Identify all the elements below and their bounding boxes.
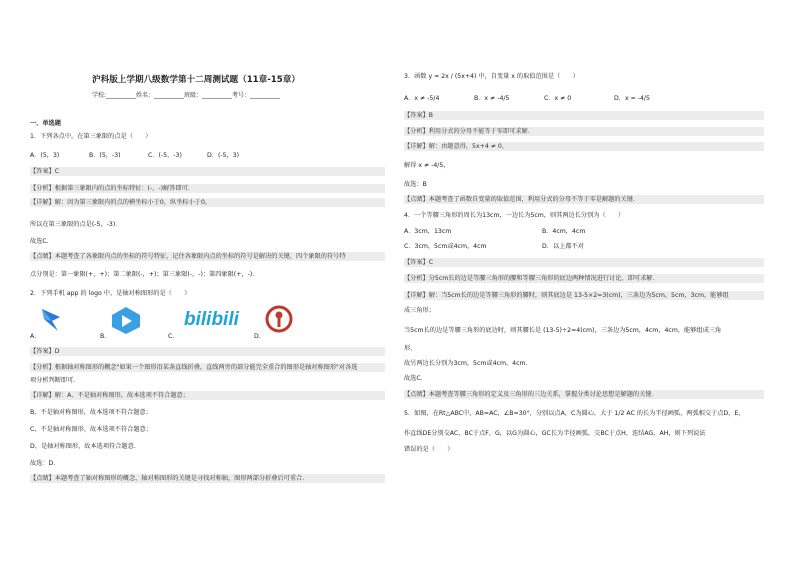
student-info-line: 学校:__________姓名：__________班级：__________考号：__________ bbox=[92, 92, 281, 99]
q4-stem: 4．一个等腰三角形的周长为13cm，一边长为5cm，则其两边长分别为（ ） bbox=[404, 212, 625, 219]
q1-comment-1: 【点睛】本题考查了各象限内点的坐标的符号特征，记住各象限内点的坐标的符号是解决的关键，四个象限的符号特 bbox=[30, 253, 346, 260]
q4-detail-5: 故另两边长分别为3cm，5cm或4cm，4cm． bbox=[404, 360, 532, 367]
q3-analysis: 【分析】利用分式的分母不能等于零即可求解． bbox=[404, 128, 534, 135]
bilibili-logo-icon: bilibili bbox=[184, 309, 239, 330]
q1-stem: 1．下列各点中，在第三象限的点是（ ） bbox=[30, 133, 152, 140]
q3-comment-bar bbox=[404, 195, 764, 204]
q3-choose: 故选：B bbox=[404, 181, 427, 188]
q4-analysis-bar bbox=[404, 274, 764, 283]
q2-detail-2: B、不是轴对称图形，故本选项不符合题意； bbox=[30, 409, 152, 416]
q2-choose: 故选：D． bbox=[30, 460, 60, 467]
q4-comment-bar bbox=[404, 390, 764, 399]
q2-option-c: C． bbox=[168, 333, 179, 340]
q2-analysis-2: 项分析判断即可． bbox=[30, 377, 80, 384]
q3-detail-bar bbox=[404, 142, 764, 151]
q5-line-1: 5．如图，在Rt△ABC中，AB=AC，∠B=30°，分别以点A，C为圆心，大于 1/2 AC 的长为半径画弧，两弧相交于点D，E， bbox=[404, 410, 745, 417]
q2-answer: 【答案】D bbox=[30, 348, 60, 355]
q2-detail-4: D、是轴对称图形，故本选项符合题意． bbox=[30, 443, 140, 450]
q1-answer-bar bbox=[30, 167, 385, 176]
feather-logo-icon bbox=[38, 305, 64, 335]
q4-comment: 【点睛】本题考查等腰三角形的定义及三角形的三边关系，掌握分类讨论思想是解题的关键． bbox=[404, 391, 658, 398]
q4-choose: 故选C． bbox=[404, 375, 427, 382]
q1-analysis-bar bbox=[30, 184, 385, 193]
q3-comment: 【点睛】本题考查了函数自变量的取值范围，利用分式的分母不等于零是解题的关键． bbox=[404, 196, 640, 203]
q2-comment: 【点睛】本题考查了轴对称图形的概念，轴对称图形的关键是寻找对称轴，图形两部分折叠后可重合． bbox=[30, 475, 309, 482]
q4-detail-bar bbox=[404, 291, 764, 300]
q3-option-c: C．x ≠ 0 bbox=[544, 95, 572, 102]
section-heading: 一、单选题 bbox=[30, 120, 61, 127]
q2-analysis-bar bbox=[30, 363, 385, 372]
q4-option-a: A．3cm，13cm bbox=[404, 228, 452, 235]
q1-detail-2: 所以在第三象限的点是(-5，-3)． bbox=[30, 221, 122, 228]
q3-option-b: B．x ≠ -4/5 bbox=[474, 95, 510, 102]
q1-analysis: 【分析】根据第三象限内的点的坐标特征：(-，-)解答即可． bbox=[30, 185, 194, 192]
q3-stem: 3．函数 y = 2x / (5x+4) 中，自变量 x 的取值范围是（ ） bbox=[404, 73, 579, 80]
q3-option-a: A．x ≠ -5/4 bbox=[404, 95, 440, 102]
q3-detail-1: 【详解】解：由题意得，5x+4 ≠ 0， bbox=[404, 143, 509, 150]
q2-comment-bar bbox=[30, 474, 385, 483]
q1-detail-1: 【详解】解：因为第三象限内的点的横坐标小于0，纵坐标小于0， bbox=[30, 199, 212, 206]
q4-detail-4: 形， bbox=[404, 345, 417, 352]
page-title: 沪科版上学期八级数学第十二周测试题（11章-15章） bbox=[92, 75, 300, 85]
q2-stem: 2．下列手机 app 的 logo 中，是轴对称图形的是（ ） bbox=[30, 290, 191, 297]
q2-detail-1: 【详解】解：A、不是轴对称图形，故本选项不符合题意； bbox=[30, 392, 189, 399]
q1-comment-bar bbox=[30, 252, 385, 261]
q3-option-d: D．x = -4/5 bbox=[614, 95, 650, 102]
q4-option-c: C．3cm，5cm或4cm，4cm bbox=[404, 243, 487, 250]
q1-choose: 故选C． bbox=[30, 238, 53, 245]
q2-answer-bar bbox=[30, 347, 385, 356]
q1-answer: 【答案】C bbox=[30, 168, 60, 175]
railway-logo-icon bbox=[264, 304, 294, 334]
q4-option-d: D．以上都不对 bbox=[542, 243, 584, 250]
q2-detail-3: C、不是轴对称图形，故本选项不符合题意； bbox=[30, 426, 152, 433]
q1-option-c: C．(-5，-3) bbox=[148, 152, 182, 159]
q1-option-a: A．(5，3) bbox=[30, 152, 60, 159]
q4-option-b: B．4cm，4cm bbox=[542, 228, 586, 235]
q4-answer-bar bbox=[404, 258, 764, 267]
q2-analysis-1: 【分析】根据轴对称图形的概念"如果一个图形沿某条直线折叠，直线两旁的部分能完全重合的图形是轴对称图形"对各选 bbox=[30, 364, 358, 371]
q2-option-d: D． bbox=[254, 333, 265, 340]
q1-detail-bar bbox=[30, 198, 385, 207]
q2-option-a: A． bbox=[30, 333, 41, 340]
q1-option-b: B．(5，-3) bbox=[89, 152, 121, 159]
play-cube-logo-icon bbox=[110, 305, 142, 335]
q3-detail-2: 解得 x ≠ -4/5， bbox=[404, 162, 450, 169]
q4-detail-1: 【详解】解：当5cm长的边是等腰三角形的腰时，则其底边是 13-5×2=3(cm)，三条边为5cm，5cm，3cm，能够组 bbox=[404, 292, 729, 299]
q4-detail-3: 当5cm长的边是等腰三角形的底边时，则其腰长是 (13-5)÷2=4(cm)，三条边为5cm，4cm，4cm，能够组成三角 bbox=[404, 327, 722, 334]
q2-detail-bar bbox=[30, 391, 385, 400]
q3-answer: 【答案】B bbox=[404, 112, 433, 119]
q3-answer-bar bbox=[404, 111, 764, 120]
q4-analysis: 【分析】分5cm长的边是等腰三角形的腰和等腰三角形的底边两种情况进行讨论，即可求解． bbox=[404, 275, 659, 282]
q1-option-d: D．(-5，3) bbox=[207, 152, 240, 159]
q5-line-2: 作直线DE分别交AC，BC于点F，G，以G为圆心，GC长为半径画弧，交BC于点H，连结AG，AH，则下列说法 bbox=[404, 430, 706, 437]
q4-answer: 【答案】C bbox=[404, 259, 434, 266]
q4-detail-2: 成三角形； bbox=[404, 307, 435, 314]
q5-line-3: 错误的是（ ） bbox=[404, 446, 454, 453]
q2-option-b: B． bbox=[100, 333, 111, 340]
q3-analysis-bar bbox=[404, 127, 764, 136]
q1-comment-2: 点分别是：第一象限(+，+)；第二象限(-，+)；第三象限(-，-)；第四象限(+，-)． bbox=[30, 271, 259, 278]
